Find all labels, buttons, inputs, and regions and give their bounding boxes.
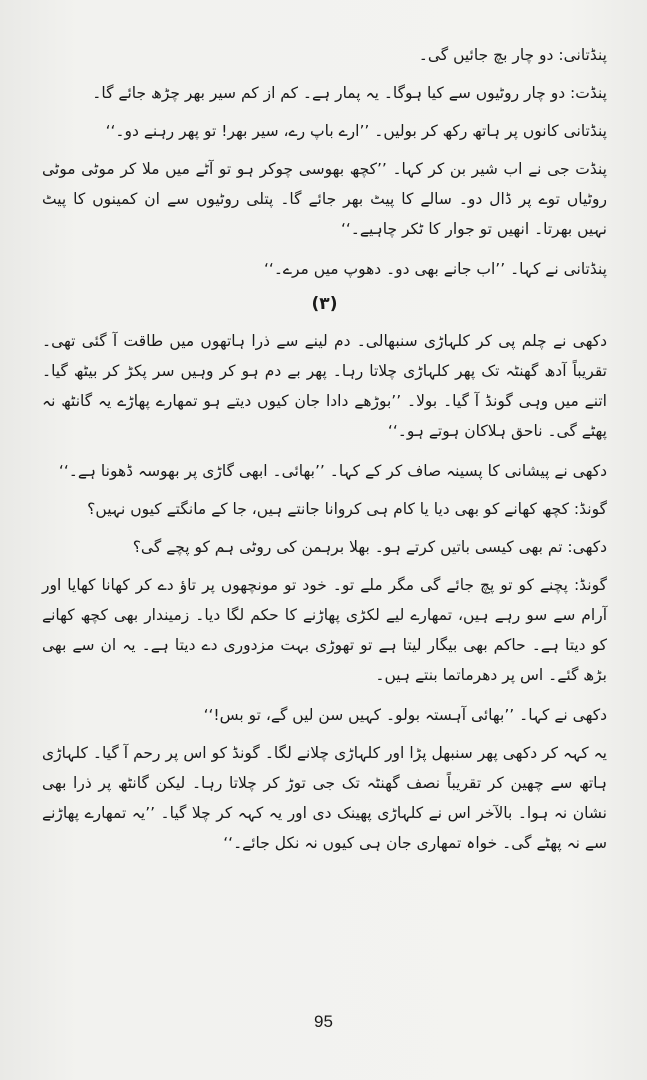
paragraph: پنڈتانی: دو چار بچ جائیں گی۔ — [418, 46, 607, 64]
section-number: (۳) — [311, 294, 338, 314]
page-number: 95 — [314, 1012, 333, 1031]
page-text-bottom — [42, 326, 607, 858]
paragraph: پنڈت جی نے اب شیر بن کر کہا۔ ’’کچھ بھوسی چوکر ہو تو آٹے میں ملا کر موٹی موٹی روٹیاں توے پر ڈال دو۔ سالے کا پیٹ بھر جائے گا۔ پتلی روٹیوں سے ان کمینوں کا پیٹ نہیں بھرتا۔ انھیں تو جوار کا ٹکر چاہیے۔‘‘ — [42, 160, 607, 238]
paragraph: دکھی نے پیشانی کا پسینہ صاف کر کے کہا۔ ’’بھائی۔ ابھی گاڑی پر بھوسہ ڈھونا ہے۔‘‘ — [58, 462, 607, 480]
paragraph: گونڈ: پچنے کو تو پچ جائے گی مگر ملے تو۔ خود تو مونچھوں پر تاؤ دے کر کھانا کھایا اور آرام سے سو رہے ہیں، تمھارے لیے لکڑی پھاڑنے کا حکم لگا دیا۔ زمیندار بھی کچھ کھانے کو دیتا ہے۔ حاکم بھی بیگار لیتا ہے تو تھوڑی بہت مزدوری دے دیتا ہے۔ یہ ان سے بھی بڑھ گئے۔ اس پر دھرماتما بنتے ہیں۔ — [42, 576, 607, 684]
paragraph: دکھی نے کہا۔ ’’بھائی آہستہ بولو۔ کہیں سن لیں گے، تو بس!‘‘ — [203, 706, 607, 724]
paragraph: دکھی نے چلم پی کر کلہاڑی سنبھالی۔ دم لینے سے ذرا ہاتھوں میں طاقت آ گئی تھی۔ تقریباً آدھ گھنٹہ تک پھر کلہاڑی چلاتا رہا۔ پھر بے دم ہو کر وہیں سر پکڑ کر بیٹھ گیا۔ اتنے میں وہی گونڈ آ گیا۔ بولا۔ ’’بوڑھے دادا جان کیوں دیتے ہو تمھارے پھاڑے یہ گانٹھ نہ پھٹے گی۔ ناحق ہلاکان ہوتے ہو۔‘‘ — [42, 332, 607, 440]
page-text-top — [42, 40, 607, 284]
paragraph: یہ کہہ کر دکھی پھر سنبھل پڑا اور کلہاڑی چلانے لگا۔ گونڈ کو اس پر رحم آ گیا۔ کلہاڑی ہاتھ سے چھین کر تقریباً نصف گھنٹہ تک جی توڑ کر چلاتا رہا۔ لیکن گانٹھ پر ذرا بھی نشان نہ ہوا۔ بالآخر اس نے کلہاڑی پھینک دی اور یہ کہہ کر چلا گیا۔ ’’یہ تمھارے پھاڑنے سے نہ پھٹے گی۔ خواہ تمھاری جان ہی کیوں نہ نکل جائے۔‘‘ — [42, 744, 607, 852]
paragraph: گونڈ: کچھ کھانے کو بھی دیا یا کام ہی کروانا جانتے ہیں، جا کے مانگتے کیوں نہیں؟ — [87, 500, 607, 518]
paragraph: پنڈتانی کانوں پر ہاتھ رکھ کر بولیں۔ ’’ارے باپ رے، سیر بھر! تو پھر رہنے دو۔‘‘ — [105, 122, 607, 140]
paragraph: دکھی: تم بھی کیسی باتیں کرتے ہو۔ بھلا برہمن کی روٹی ہم کو پچے گی؟ — [132, 538, 607, 556]
paragraph: پنڈت: دو چار روٹیوں سے کیا ہوگا۔ یہ پمار ہے۔ کم از کم سیر بھر چڑھ جائے گا۔ — [92, 84, 607, 102]
paragraph: پنڈتانی نے کہا۔ ’’اب جانے بھی دو۔ دھوپ میں مرے۔‘‘ — [263, 260, 607, 278]
